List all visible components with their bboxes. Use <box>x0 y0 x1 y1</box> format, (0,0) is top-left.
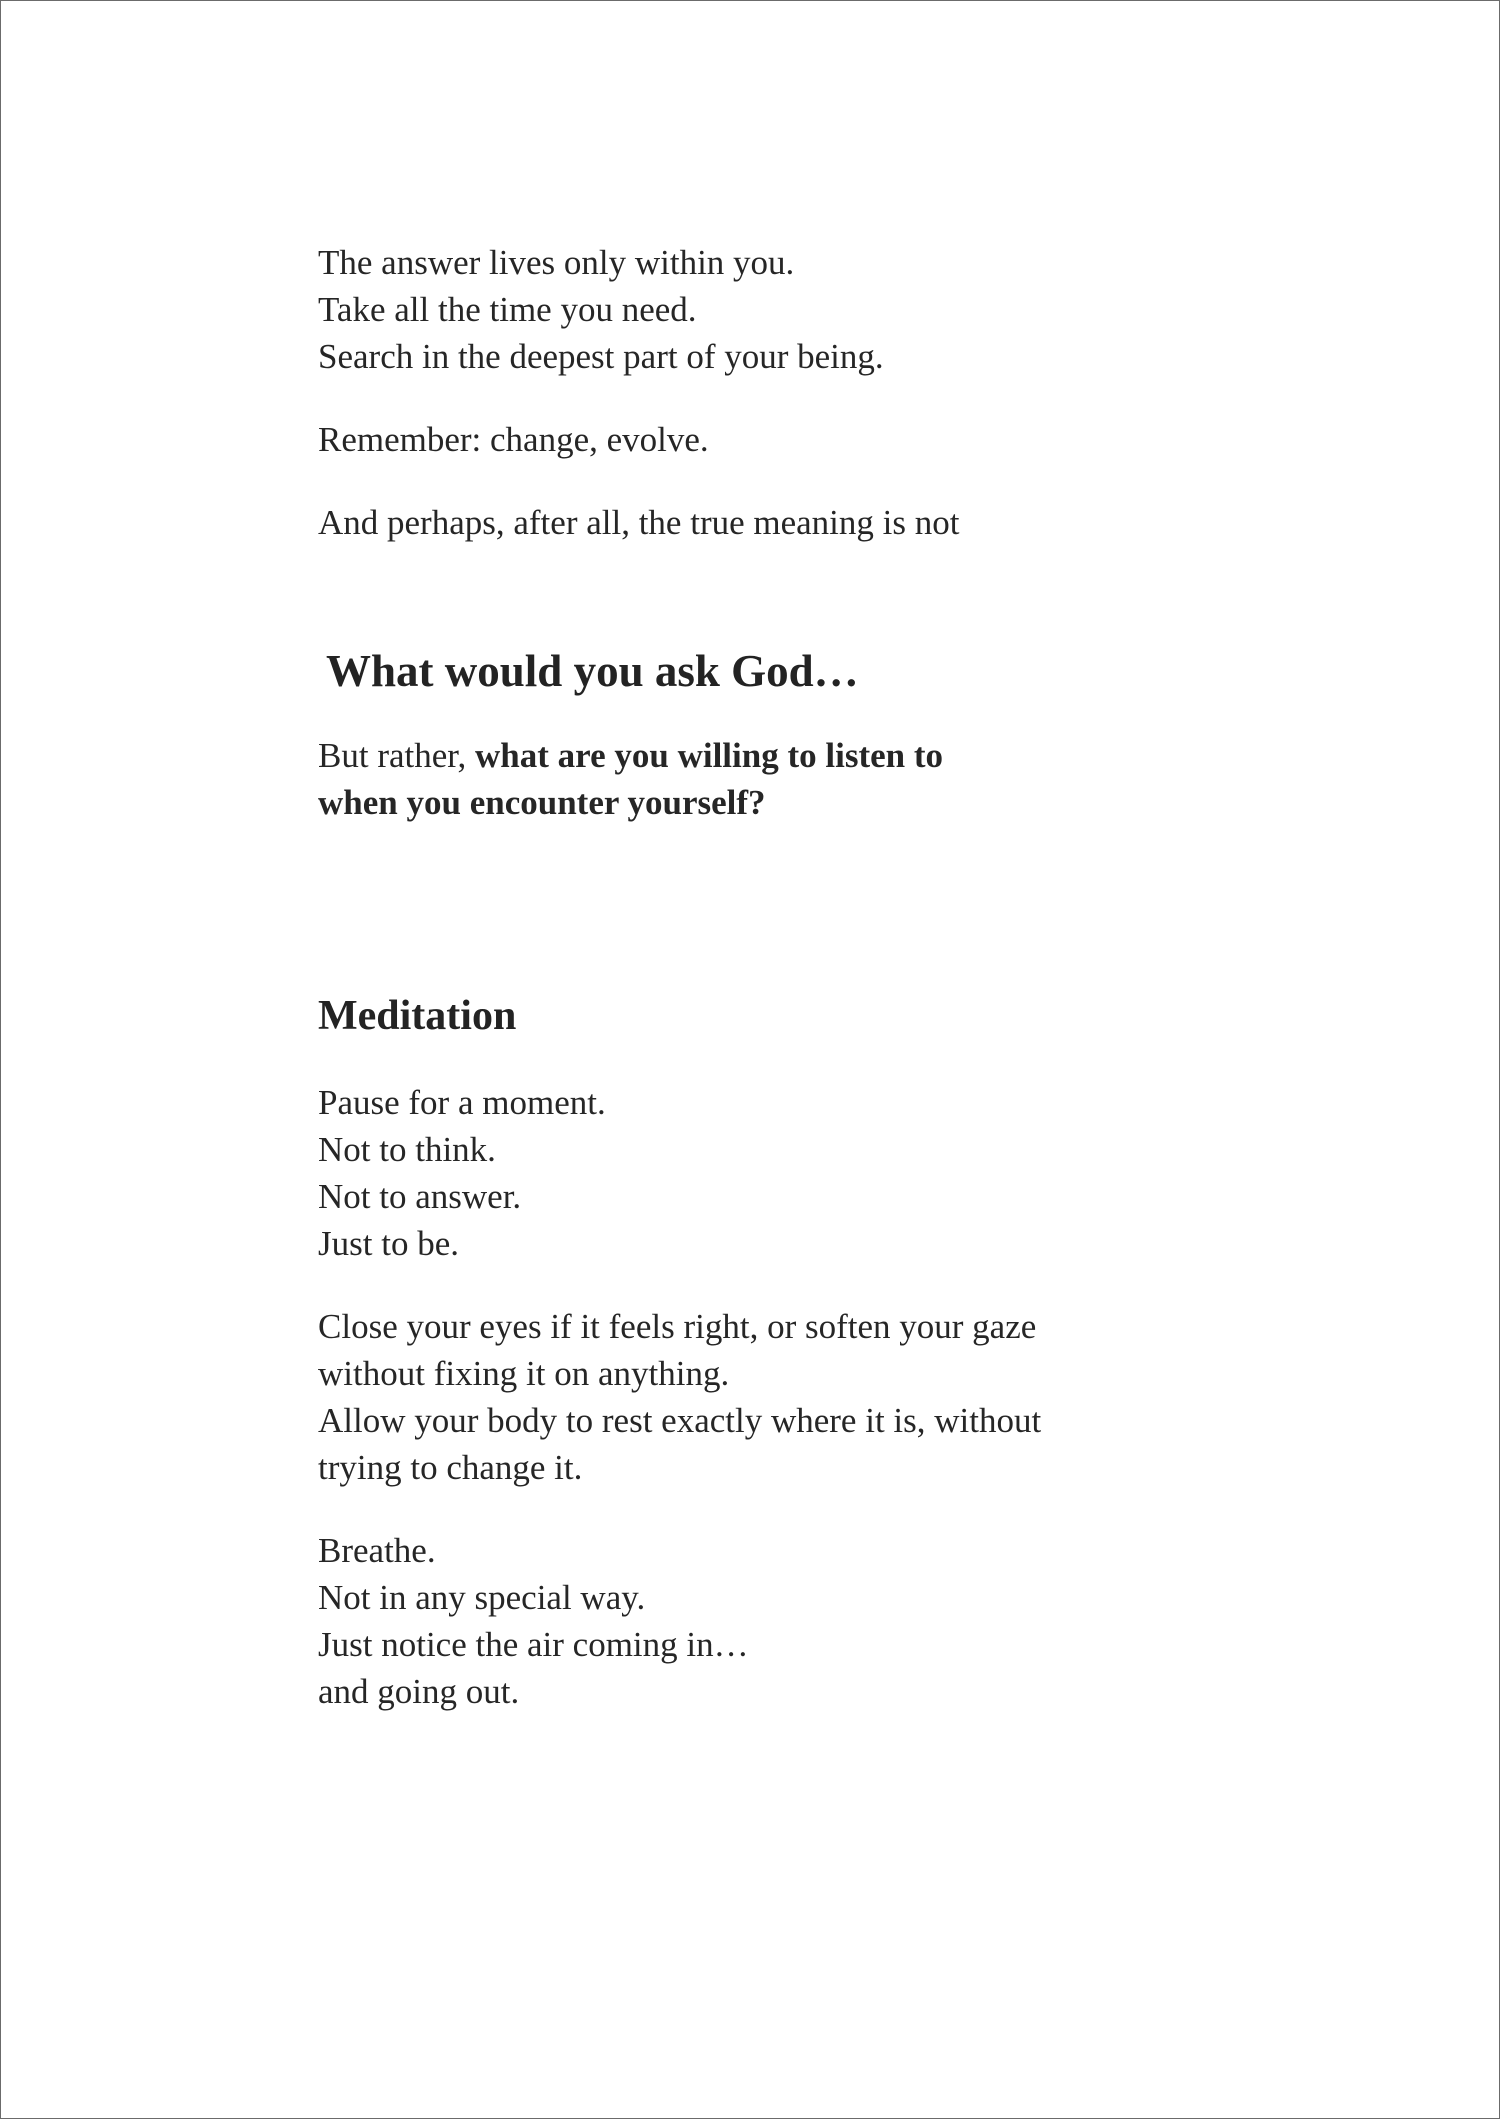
breathe-line: and going out. <box>318 1672 520 1711</box>
breathe-line: Just notice the air coming in… <box>318 1625 749 1664</box>
pause-line: Just to be. <box>318 1224 459 1263</box>
pause-line: Pause for a moment. <box>318 1083 606 1122</box>
perhaps-line: And perhaps, after all, the true meaning is not <box>318 503 960 542</box>
remember-line: Remember: change, evolve. <box>318 420 709 459</box>
close-eyes-line: Close your eyes if it feels right, or soften your gaze <box>318 1307 1037 1346</box>
pause-paragraph <box>318 1079 1218 1267</box>
close-eyes-line: Allow your body to rest exactly where it is, without <box>318 1401 1042 1440</box>
page-content <box>318 239 1218 1715</box>
intro-paragraph <box>318 239 1218 380</box>
breathe-line: Not in any special way. <box>318 1578 646 1617</box>
close-eyes-line: trying to change it. <box>318 1448 583 1487</box>
intro-line: Take all the time you need. <box>318 290 697 329</box>
rather-line-2: when you encounter yourself? <box>318 783 766 822</box>
pause-line: Not to think. <box>318 1130 496 1169</box>
intro-line: Search in the deepest part of your being. <box>318 337 884 376</box>
rather-paragraph <box>318 732 1218 826</box>
breathe-paragraph <box>318 1527 1218 1715</box>
perhaps-paragraph <box>318 499 1218 546</box>
close-eyes-paragraph <box>318 1303 1218 1491</box>
rather-line-1 <box>318 732 1218 779</box>
rather-prefix: But rather, <box>318 736 476 775</box>
pause-line: Not to answer. <box>318 1177 522 1216</box>
god-question-heading: What would you ask God… <box>326 646 859 696</box>
remember-paragraph <box>318 416 1218 463</box>
meditation-heading: Meditation <box>318 993 517 1039</box>
intro-line: The answer lives only within you. <box>318 243 795 282</box>
rather-bold-text: what are you willing to listen to <box>475 736 944 775</box>
close-eyes-line: without fixing it on anything. <box>318 1354 730 1393</box>
breathe-line: Breathe. <box>318 1531 436 1570</box>
